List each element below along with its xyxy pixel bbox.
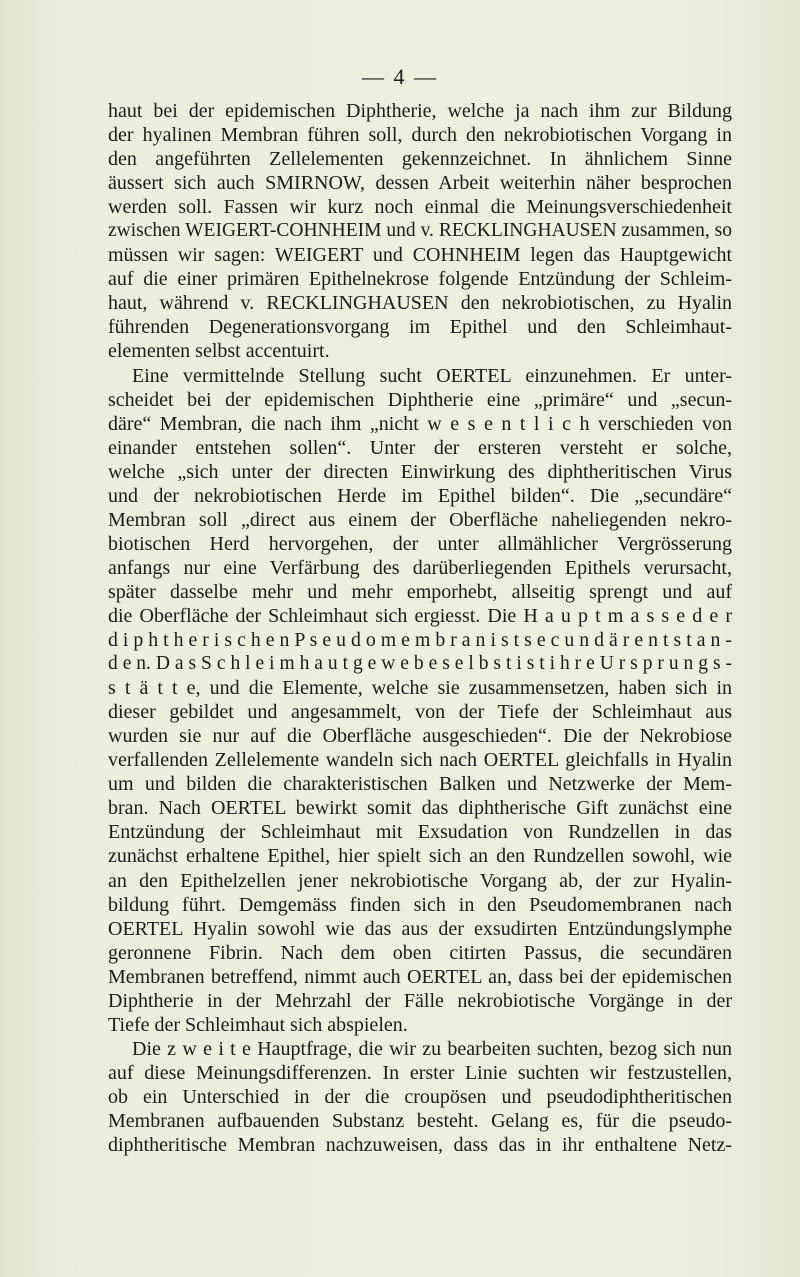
text-line: haut, während v. RECKLINGHAUSEN den nekrobiotischen, zu Hyalin xyxy=(108,292,732,315)
text-line: um und bilden die charakteristischen Balken und Netzwerke der Mem- xyxy=(108,773,732,796)
text-line: bran. Nach OERTEL bewirkt somit das diphtherische Gift zunächst eine xyxy=(108,797,732,820)
text-line: zwischen WEIGERT-COHNHEIM und v. RECKLINGHAUSEN zusammen, so xyxy=(108,220,732,242)
text-line: s t ä t t e, und die Elemente, welche sie zusammensetzen, haben sich in xyxy=(108,677,732,700)
text-line: Entzündung der Schleimhaut mit Exsudation von Rundzellen in das xyxy=(108,821,732,844)
text-line: werden soll. Fassen wir kurz noch einmal die Meinungsverschiedenheit xyxy=(108,196,732,219)
text-line: der hyalinen Membran führen soll, durch den nekrobiotischen Vorgang in xyxy=(108,124,732,147)
text-line: welche „sich unter der directen Einwirkung des diphtheritischen Virus xyxy=(108,460,732,483)
text-line: Membranen aufbauenden Substanz besteht. Gelang es, für die pseudo- xyxy=(108,1109,732,1132)
text-line: Membran soll „direct aus einem der Oberfläche naheliegenden nekro- xyxy=(108,508,732,531)
paragraph-start-line: Eine vermittelnde Stellung sucht OERTEL einzunehmen. Er unter- xyxy=(132,364,732,387)
text-line: an den Epithelzellen jener nekrobiotische Vorgang ab, der zur Hyalin- xyxy=(108,869,732,892)
text-line: verfallenden Zellelemente wandeln sich nach OERTEL gleichfalls in Hyalin xyxy=(108,749,732,772)
text-line: diphtheritische Membran nachzuweisen, dass das in ihr enthaltene Netz- xyxy=(108,1134,732,1157)
text-line: Membranen betreffend, nimmt auch OERTEL an, dass bei der epidemischen xyxy=(108,965,732,988)
text-line: zunächst erhaltene Epithel, hier spielt sich an den Rundzellen sowohl, wie xyxy=(108,845,732,868)
text-line: die Oberfläche der Schleimhaut sich ergiesst. Die H a u p t m a s s e d e r xyxy=(108,604,732,627)
text-line: müssen wir sagen: WEIGERT und COHNHEIM legen das Hauptgewicht xyxy=(108,244,732,267)
paragraph-start-line: Die z w e i t e Hauptfrage, die wir zu bearbeiten suchten, bezog sich nun xyxy=(132,1037,732,1060)
page-number: — 4 — xyxy=(362,64,438,89)
text-line: führenden Degenerationsvorgang im Epithel und den Schleimhaut- xyxy=(108,316,732,339)
paragraph-end-line: Tiefe der Schleimhaut sich abspielen. xyxy=(108,1013,408,1036)
text-line: OERTEL Hyalin sowohl wie das aus der exsudirten Entzündungslymphe xyxy=(108,917,732,940)
text-line: ob ein Unterschied in der die croupösen und pseudodiphtheritischen xyxy=(108,1085,732,1108)
text-line: geronnene Fibrin. Nach dem oben citirten Passus, die secundären xyxy=(108,941,732,964)
body-text xyxy=(108,99,732,1157)
text-line: haut bei der epidemischen Diphtherie, welche ja nach ihm zur Bildung xyxy=(108,100,732,122)
text-line: scheidet bei der epidemischen Diphtherie eine „primäre“ und „secun- xyxy=(108,388,732,411)
text-line: anfangs nur eine Verfärbung des darüberliegenden Epithels verursacht, xyxy=(108,556,732,579)
text-line: däre“ Membran, die nach ihm „nicht w e s e n t l i c h verschieden von xyxy=(108,412,732,435)
text-line: auf diese Meinungsdifferenzen. In erster Linie suchten wir festzustellen, xyxy=(108,1061,732,1084)
text-line: dieser gebildet und angesammelt, von der Tiefe der Schleimhaut aus xyxy=(108,701,732,724)
text-line: wurden sie nur auf die Oberfläche ausgeschieden“. Die der Nekrobiose xyxy=(108,725,732,748)
text-line: biotischen Herd hervorgehen, der unter allmählicher Vergrösserung xyxy=(108,532,732,555)
text-line: auf die einer primären Epithelnekrose folgende Entzündung der Schleim- xyxy=(108,268,732,291)
text-line: d e n. D a s S c h l e i m h a u t g e w e b e s e l b s t i s t i h r e U r s p r u n g s - xyxy=(108,653,732,675)
text-line: den angeführten Zellelementen gekennzeichnet. In ähnlichem Sinne xyxy=(108,148,732,171)
text-line: Diphtherie in der Mehrzahl der Fälle nekrobiotische Vorgänge in der xyxy=(108,989,732,1012)
text-line: einander entstehen sollen“. Unter der ersteren versteht er solche, xyxy=(108,436,732,459)
text-line: d i p h t h e r i s c h e n P s e u d o m e m b r a n i s t s e c u n d ä r e n t s t a n - xyxy=(108,629,732,652)
text-line: und der nekrobiotischen Herde im Epithel bilden“. Die „secundäre“ xyxy=(108,484,732,507)
text-line: bildung führt. Demgemäss finden sich in den Pseudomembranen nach xyxy=(108,893,732,916)
text-line: äussert sich auch SMIRNOW, dessen Arbeit weiterhin näher besprochen xyxy=(108,172,732,195)
paragraph-end-line: elementen selbst accentuirt. xyxy=(108,340,330,363)
text-line: später dasselbe mehr und mehr emporhebt, allseitig sprengt und auf xyxy=(108,580,732,603)
